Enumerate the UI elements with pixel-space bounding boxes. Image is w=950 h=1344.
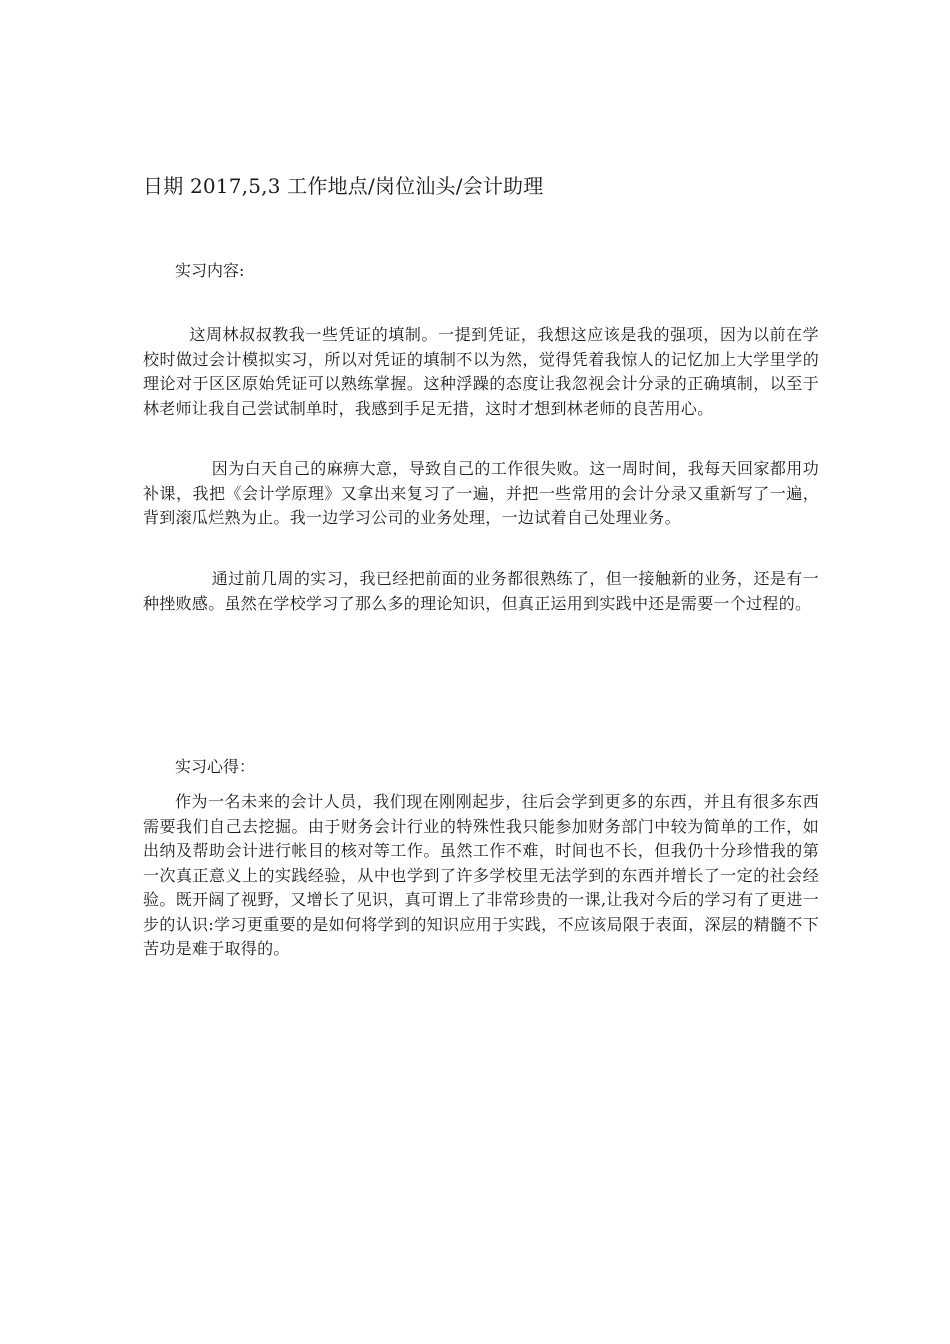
internship-reflection-heading: 实习心得： bbox=[175, 757, 256, 776]
internship-content-heading: 实习内容: bbox=[175, 261, 245, 280]
date-location-position-line: 日期 2017,5,3 工作地点/岗位汕头/会计助理 bbox=[143, 174, 544, 198]
internship-content-paragraph-2: 因为白天自己的麻痹大意，导致自己的工作很失败。这一周时间，我每天回家都用功补课，我把《会计学原理》又拿出来复习了一遍，并把一些常用的会计分录又重新写了一遍，背到滚瓜烂熟为止。我一边学习公司的业务处理，一边试着自己处理业务。 bbox=[143, 459, 819, 527]
internship-reflection-paragraph: 作为一名未来的会计人员，我们现在刚刚起步，往后会学到更多的东西，并且有很多东西需要我们自己去挖掘。由于财务会计行业的特殊性我只能参加财务部门中较为简单的工作，如出纳及帮助会计进行帐目的核对等工作。虽然工作不难，时间也不长，但我仍十分珍惜我的第一次真正意义上的实践经验，从中也学到了许多学校里无法学到的东西并增长了一定的社会经验。既开阔了视野，又增长了见识，真可谓上了非常珍贵的一课,让我对今后的学习有了更进一步的认识:学习更重要的是如何将学到的知识应用于实践，不应该局限于表面，深层的精髓不下苦功是难于取得的。 bbox=[143, 792, 819, 958]
internship-content-paragraph-1: 这周林叔叔教我一些凭证的填制。一提到凭证，我想这应该是我的强项，因为以前在学校时做过会计模拟实习，所以对凭证的填制不以为然，觉得凭着我惊人的记忆加上大学里学的理论对于区区原始凭证可以熟练掌握。这种浮躁的态度让我忽视会计分录的正确填制，以至于林老师让我自己尝试制单时，我感到手足无措，这时才想到林老师的良苦用心。 bbox=[143, 325, 819, 418]
internship-content-paragraph-3: 通过前几周的实习，我已经把前面的业务都很熟练了，但一接触新的业务，还是有一种挫败感。虽然在学校学习了那么多的理论知识，但真正运用到实践中还是需要一个过程的。 bbox=[143, 569, 819, 613]
